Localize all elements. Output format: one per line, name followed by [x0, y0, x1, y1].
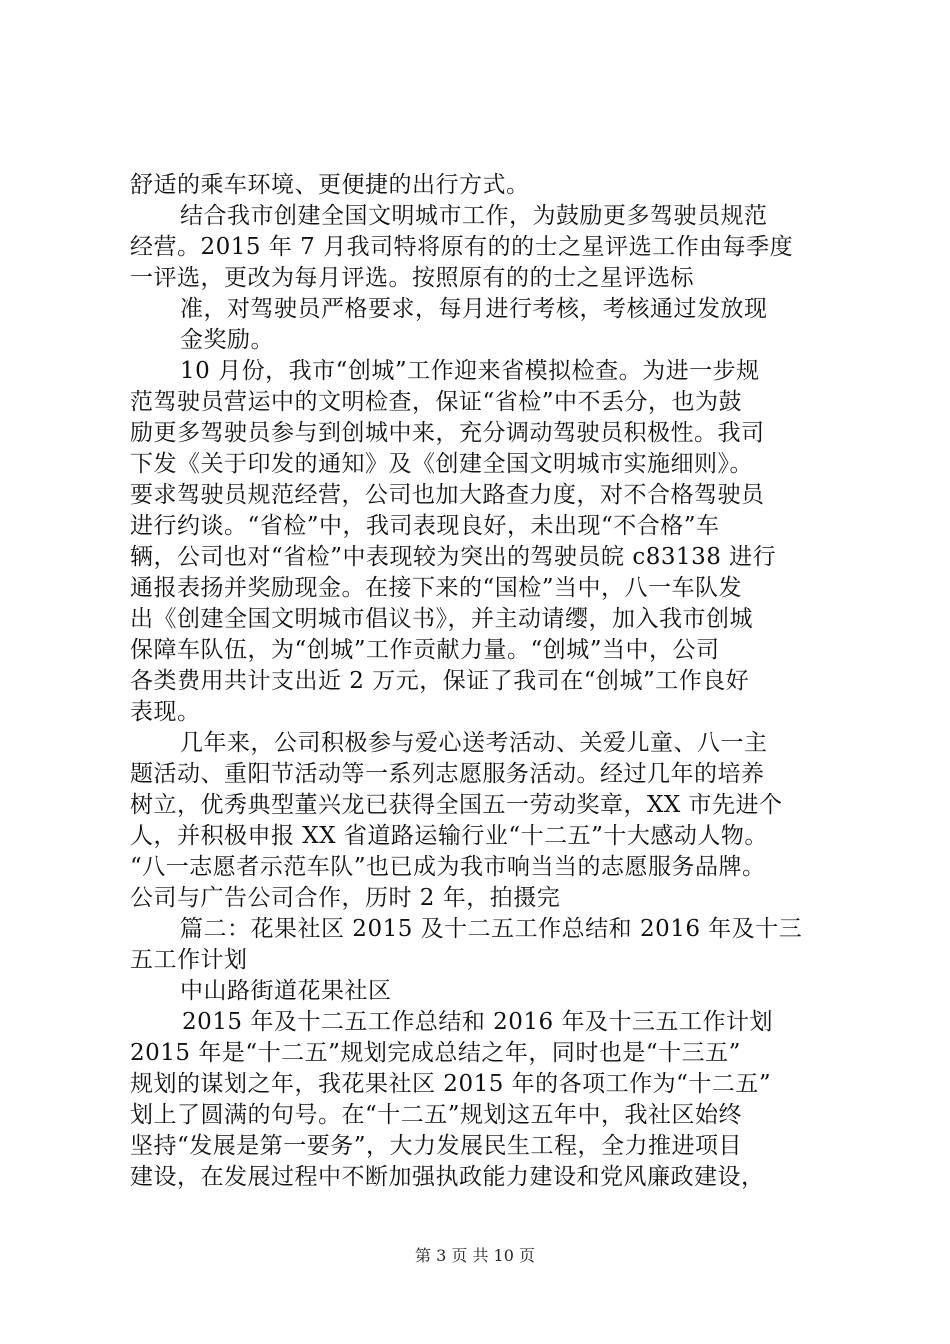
text-line: 2015 年及十二五工作总结和 2016 年及十三五工作计划 — [182, 1009, 773, 1035]
text-line: 准，对驾驶员严格要求，每月进行考核，考核通过发放现 — [180, 296, 768, 322]
text-line: 中山路街道花果社区 — [180, 978, 392, 1004]
body-text — [130, 170, 830, 1193]
text-line: 范驾驶员营运中的文明检查，保证“省检”中不丢分，也为鼓 — [130, 389, 743, 415]
text-line: 公司与广告公司合作，历时 2 年，拍摄完 — [130, 885, 561, 911]
text-line: 出《创建全国文明城市倡议书》，并主动请缨，加入我市创城 — [130, 606, 753, 632]
text-line: 表现。 — [130, 699, 201, 725]
text-line: 一评选，更改为每月评选。按照原有的的士之星评选标 — [130, 265, 694, 291]
text-line: 几年来，公司积极参与爱心送考活动、关爱儿童、八一主 — [180, 730, 768, 756]
text-line: 金奖励。 — [180, 327, 274, 353]
text-line: 2015 年是“十二五”规划完成总结之年，同时也是“十三五” — [130, 1040, 741, 1066]
text-line: 10 月份，我市“创城”工作迎来省模拟检查。为进一步规 — [180, 358, 760, 384]
page-footer: 第 3 页 共 10 页 — [415, 1246, 535, 1265]
text-line: 各类费用共计支出近 2 万元，保证了我司在“创城”工作良好 — [130, 668, 750, 694]
text-line: 通报表扬并奖励现金。在接下来的“国检”当中，八一车队发 — [130, 575, 743, 601]
text-line: 辆，公司也对“省检”中表现较为突出的驾驶员皖 c83138 进行 — [130, 544, 777, 570]
text-line: 保障车队伍，为“创城”工作贡献力量。“创城”当中，公司 — [130, 637, 720, 663]
text-line: 经营。2015 年 7 月我司特将原有的的士之星评选工作由每季度 — [130, 234, 794, 260]
text-line: 进行约谈。“省检”中，我司表现良好，未出现“不合格”车 — [130, 513, 720, 539]
text-line: “八一志愿者示范车队”也已成为我市响当当的志愿服务品牌。 — [130, 854, 766, 880]
text-line: 划上了圆满的句号。在“十二五”规划这五年中，我社区始终 — [130, 1102, 743, 1128]
text-line: 五工作计划 — [130, 947, 248, 973]
text-line: 建设，在发展过程中不断加强执政能力建设和党风廉政建设， — [130, 1164, 765, 1190]
text-line: 励更多驾驶员参与到创城中来，充分调动驾驶员积极性。我司 — [130, 420, 765, 446]
text-line: 要求驾驶员规范经营，公司也加大路查力度，对不合格驾驶员 — [130, 482, 765, 508]
text-line: 题活动、重阳节活动等一系列志愿服务活动。经过几年的培养 — [130, 761, 765, 787]
text-line: 树立，优秀典型董兴龙已获得全国五一劳动奖章，XX 市先进个 — [130, 792, 783, 818]
text-line: 下发《关于印发的通知》及《创建全国文明城市实施细则》。 — [130, 451, 753, 477]
text-line: 结合我市创建全国文明城市工作，为鼓励更多驾驶员规范 — [180, 203, 768, 229]
text-line: 规划的谋划之年，我花果社区 2015 年的各项工作为“十二五” — [130, 1071, 772, 1097]
text-line: 舒适的乘车环境、更便捷的出行方式。 — [130, 172, 530, 198]
text-line: 坚持“发展是第一要务”，大力发展民生工程，全力推进项目 — [130, 1133, 743, 1159]
text-line: 篇二：花果社区 2015 及十二五工作总结和 2016 年及十三 — [180, 916, 803, 942]
text-line: 人，并积极申报 XX 省道路运输行业“十二五”十大感动人物。 — [130, 823, 768, 849]
